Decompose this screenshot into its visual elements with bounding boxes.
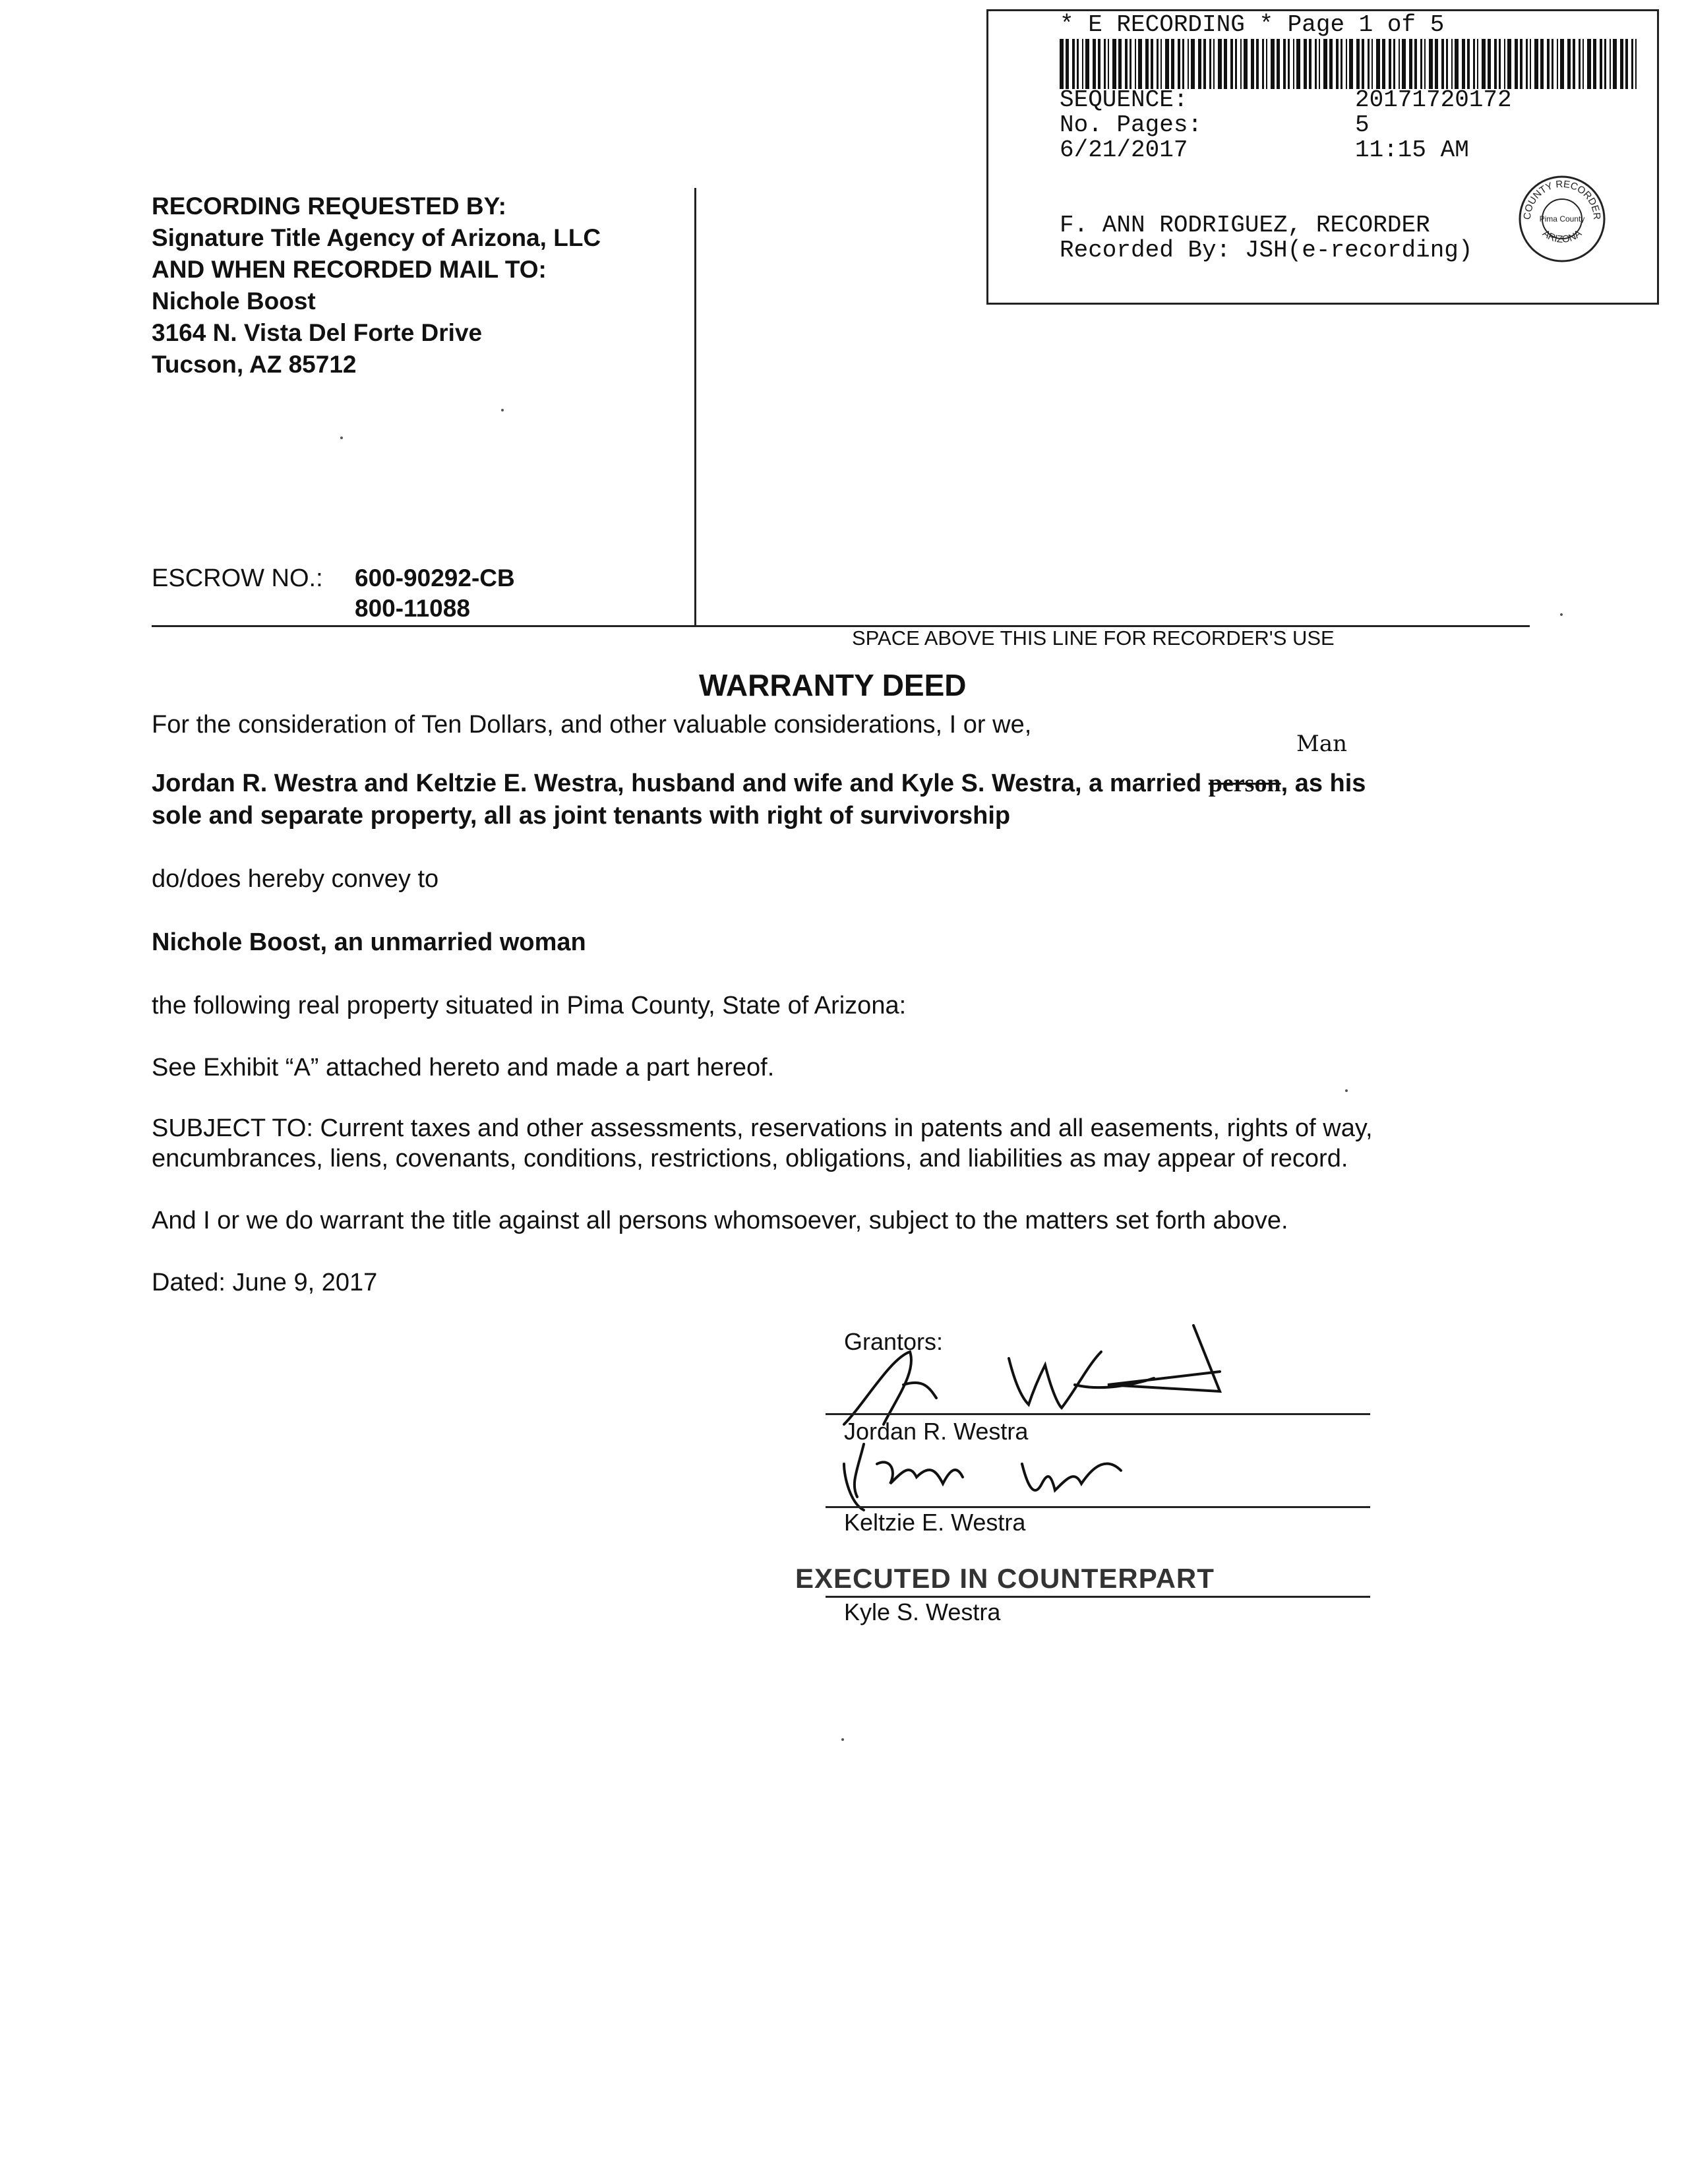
barcode-bar xyxy=(1477,39,1478,89)
recorder-name: F. ANN RODRIGUEZ, RECORDER xyxy=(1060,212,1430,239)
barcode-bar xyxy=(1635,39,1637,89)
pages-value: 5 xyxy=(1355,111,1370,138)
signature-line-3 xyxy=(826,1596,1370,1598)
warrant-text: And I or we do warrant the title against all persons whomsoever, subject to the matters set forth above. xyxy=(152,1207,1288,1234)
barcode-bar xyxy=(1098,39,1100,89)
barcode-bar xyxy=(1579,39,1581,89)
barcode-bar xyxy=(1451,39,1453,89)
barcode-bar xyxy=(1382,39,1385,89)
barcode-bar xyxy=(1198,39,1201,89)
consideration-text: For the consideration of Ten Dollars, and other valuable considerations, I or we, xyxy=(152,711,1032,739)
barcode-bar xyxy=(1304,39,1307,89)
grantors-line1-end: , as his xyxy=(1281,770,1366,797)
sequence-value: 20171720172 xyxy=(1355,86,1512,113)
barcode-bar xyxy=(1151,39,1153,89)
barcode-bar xyxy=(1138,39,1142,89)
barcode-bar xyxy=(1125,39,1128,89)
barcode-bar xyxy=(1631,39,1633,89)
struck-word: person xyxy=(1208,770,1281,797)
grantors-clause-line2: sole and separate property, all as joint tenants with right of survivorship xyxy=(152,802,1011,830)
barcode-bar xyxy=(1182,39,1184,89)
mail-address-line2: Tucson, AZ 85712 xyxy=(152,351,357,378)
barcode-bar xyxy=(1520,39,1522,89)
mail-name: Nichole Boost xyxy=(152,288,316,315)
barcode-bar xyxy=(1593,39,1596,89)
scan-speck xyxy=(340,437,343,439)
barcode-bar xyxy=(1557,39,1558,89)
barcode-bar xyxy=(1507,39,1511,89)
escrow-label: ESCROW NO.: xyxy=(152,564,323,592)
barcode-bar xyxy=(1372,39,1373,89)
signer-1-name: Jordan R. Westra xyxy=(844,1418,1029,1445)
recording-date: 6/21/2017 xyxy=(1060,136,1188,164)
barcode-bar xyxy=(1409,39,1412,89)
barcode-bar xyxy=(1455,39,1459,89)
barcode-bar xyxy=(1157,39,1159,89)
barcode-bar xyxy=(1108,39,1109,89)
barcode-bar xyxy=(1118,39,1122,89)
grantors-names: Jordan R. Westra and Keltzie E. Westra, husband and wife and Kyle S. Westra, a married xyxy=(152,770,1202,797)
barcode-bar xyxy=(1112,39,1116,89)
barcode-bar xyxy=(1362,39,1364,89)
barcode-bar xyxy=(1376,39,1380,89)
signer-2-name: Keltzie E. Westra xyxy=(844,1509,1026,1536)
county-seal xyxy=(1516,173,1608,265)
barcode-bar xyxy=(1077,39,1079,89)
barcode-bar xyxy=(1288,39,1290,89)
barcode-bar xyxy=(1235,39,1237,89)
barcode-bar xyxy=(1424,39,1426,89)
barcode-bar xyxy=(1191,39,1195,89)
barcode-bar xyxy=(1429,39,1433,89)
barcode-bar xyxy=(1329,39,1333,89)
sequence-label: SEQUENCE: xyxy=(1060,86,1188,113)
barcode-bar xyxy=(1620,39,1623,89)
recorded-by: Recorded By: JSH(e-recording) xyxy=(1060,237,1473,264)
barcode-bar xyxy=(1420,39,1422,89)
barcode-bar xyxy=(1573,39,1575,89)
signature-line-2 xyxy=(826,1506,1370,1508)
pages-label: No. Pages: xyxy=(1060,111,1203,138)
escrow-number-2: 800-11088 xyxy=(355,595,470,622)
barcode-bar xyxy=(1526,39,1528,89)
barcode-bar xyxy=(1560,39,1564,89)
barcode-bar xyxy=(1467,39,1470,89)
barcode-bar xyxy=(1494,39,1497,89)
barcode-bar xyxy=(1547,39,1550,89)
svg-text:ARIZONA xyxy=(1540,228,1584,245)
barcode-bar xyxy=(1600,39,1602,89)
barcode-bar xyxy=(1271,39,1275,89)
seal-top-text: COUNTY RECORDER xyxy=(1521,178,1603,220)
barcode-bar xyxy=(1093,39,1096,89)
barcode xyxy=(1060,39,1646,89)
barcode-bar xyxy=(1309,39,1311,89)
exhibit-text: See Exhibit “A” attached hereto and made a part hereof. xyxy=(152,1054,775,1081)
barcode-bar xyxy=(1356,39,1360,89)
document-title: WARRANTY DEED xyxy=(699,668,967,702)
barcode-bar xyxy=(1085,39,1089,89)
recorder-use-note: SPACE ABOVE THIS LINE FOR RECORDER'S USE xyxy=(852,626,1335,650)
scan-speck xyxy=(1560,613,1563,616)
barcode-bar xyxy=(1283,39,1286,89)
property-text: the following real property situated in Pima County, State of Arizona: xyxy=(152,992,907,1019)
barcode-bar xyxy=(1072,39,1075,89)
barcode-bar xyxy=(1296,39,1300,89)
barcode-bar xyxy=(1462,39,1465,89)
barcode-bar xyxy=(1567,39,1571,89)
barcode-bar xyxy=(1266,39,1267,89)
barcode-bar xyxy=(1349,39,1353,89)
barcode-bar xyxy=(1104,39,1106,89)
barcode-bar xyxy=(1446,39,1448,89)
barcode-bar xyxy=(1082,39,1083,89)
recorder-stamp xyxy=(986,9,1659,305)
barcode-bar xyxy=(1530,39,1531,89)
grantors-label: Grantors: xyxy=(844,1328,944,1355)
barcode-bar xyxy=(1277,39,1280,89)
signature-line-1 xyxy=(826,1413,1370,1415)
seal-center-text: Pima County xyxy=(1539,214,1585,224)
barcode-bar xyxy=(1414,39,1417,89)
grantors-clause-line1 xyxy=(152,769,1366,798)
barcode-bar xyxy=(1613,39,1617,89)
barcode-bar xyxy=(1213,39,1215,89)
barcode-bar xyxy=(1582,39,1584,89)
barcode-bar xyxy=(1319,39,1320,89)
subject-to-line1: SUBJECT TO: Current taxes and other assessments, reservations in patents and all easements, rights of way, xyxy=(152,1114,1373,1142)
barcode-bar xyxy=(1610,39,1611,89)
requested-by: Signature Title Agency of Arizona, LLC xyxy=(152,224,601,251)
barcode-bar xyxy=(1135,39,1136,89)
handwritten-correction: Man xyxy=(1296,731,1347,757)
dated-text: Dated: June 9, 2017 xyxy=(152,1269,378,1296)
barcode-bar xyxy=(1346,39,1347,89)
barcode-bar xyxy=(1066,39,1069,89)
barcode-bar xyxy=(1499,39,1501,89)
barcode-bar xyxy=(1209,39,1211,89)
escrow-number-1: 600-90292-CB xyxy=(355,564,515,592)
scan-speck xyxy=(841,1738,844,1741)
barcode-bar xyxy=(1240,39,1242,89)
barcode-bar xyxy=(1293,39,1294,89)
barcode-bar xyxy=(1435,39,1438,89)
barcode-bar xyxy=(1203,39,1206,89)
barcode-bar xyxy=(1256,39,1259,89)
barcode-bar xyxy=(1604,39,1606,89)
barcode-bar xyxy=(1060,39,1064,89)
barcode-bar xyxy=(1552,39,1553,89)
signer-3-name: Kyle S. Westra xyxy=(844,1598,1001,1625)
barcode-bar xyxy=(1171,39,1174,89)
recording-header: * E RECORDING * Page 1 of 5 xyxy=(1060,11,1445,38)
recording-time: 11:15 AM xyxy=(1355,136,1469,164)
barcode-bar xyxy=(1540,39,1544,89)
barcode-bar xyxy=(1188,39,1189,89)
barcode-bar xyxy=(1482,39,1486,89)
barcode-bar xyxy=(1488,39,1491,89)
barcode-bar xyxy=(1262,39,1264,89)
barcode-bar xyxy=(1178,39,1180,89)
barcode-bar xyxy=(1218,39,1222,89)
convey-text: do/does hereby convey to xyxy=(152,865,439,893)
requested-by-label: RECORDING REQUESTED BY: xyxy=(152,193,506,220)
barcode-bar xyxy=(1323,39,1327,89)
subject-to-line2: encumbrances, liens, covenants, conditions, restrictions, obligations, and liabilities as may appear of record. xyxy=(152,1145,1348,1172)
barcode-bar xyxy=(1341,39,1342,89)
barcode-bar xyxy=(1504,39,1505,89)
barcode-bar xyxy=(1402,39,1406,89)
barcode-bar xyxy=(1389,39,1391,89)
barcode-bar xyxy=(1587,39,1591,89)
barcode-bar xyxy=(1251,39,1254,89)
mail-to-label: AND WHEN RECORDED MAIL TO: xyxy=(152,256,547,283)
barcode-bar xyxy=(1165,39,1169,89)
barcode-bar xyxy=(1224,39,1227,89)
grantee-text: Nichole Boost, an unmarried woman xyxy=(152,928,586,956)
mail-address-line1: 3164 N. Vista Del Forte Drive xyxy=(152,319,483,346)
barcode-bar xyxy=(1315,39,1317,89)
scan-speck xyxy=(501,409,504,411)
scan-speck xyxy=(1345,1089,1348,1092)
barcode-bar xyxy=(1399,39,1400,89)
barcode-bar xyxy=(1534,39,1538,89)
header-divider-vertical xyxy=(694,188,696,626)
barcode-bar xyxy=(1515,39,1518,89)
executed-in-counterpart-stamp: EXECUTED IN COUNTERPART xyxy=(795,1563,1215,1594)
barcode-bar xyxy=(1130,39,1131,89)
barcode-bar xyxy=(1393,39,1395,89)
barcode-bar xyxy=(1625,39,1628,89)
barcode-bar xyxy=(1230,39,1233,89)
barcode-bar xyxy=(1145,39,1149,89)
barcode-bar xyxy=(1473,39,1475,89)
barcode-bar xyxy=(1336,39,1339,89)
barcode-bar xyxy=(1368,39,1370,89)
barcode-bar xyxy=(1441,39,1444,89)
barcode-bar xyxy=(1160,39,1162,89)
barcode-bar xyxy=(1244,39,1248,89)
seal-bottom-text: ARIZONA xyxy=(1540,228,1584,246)
